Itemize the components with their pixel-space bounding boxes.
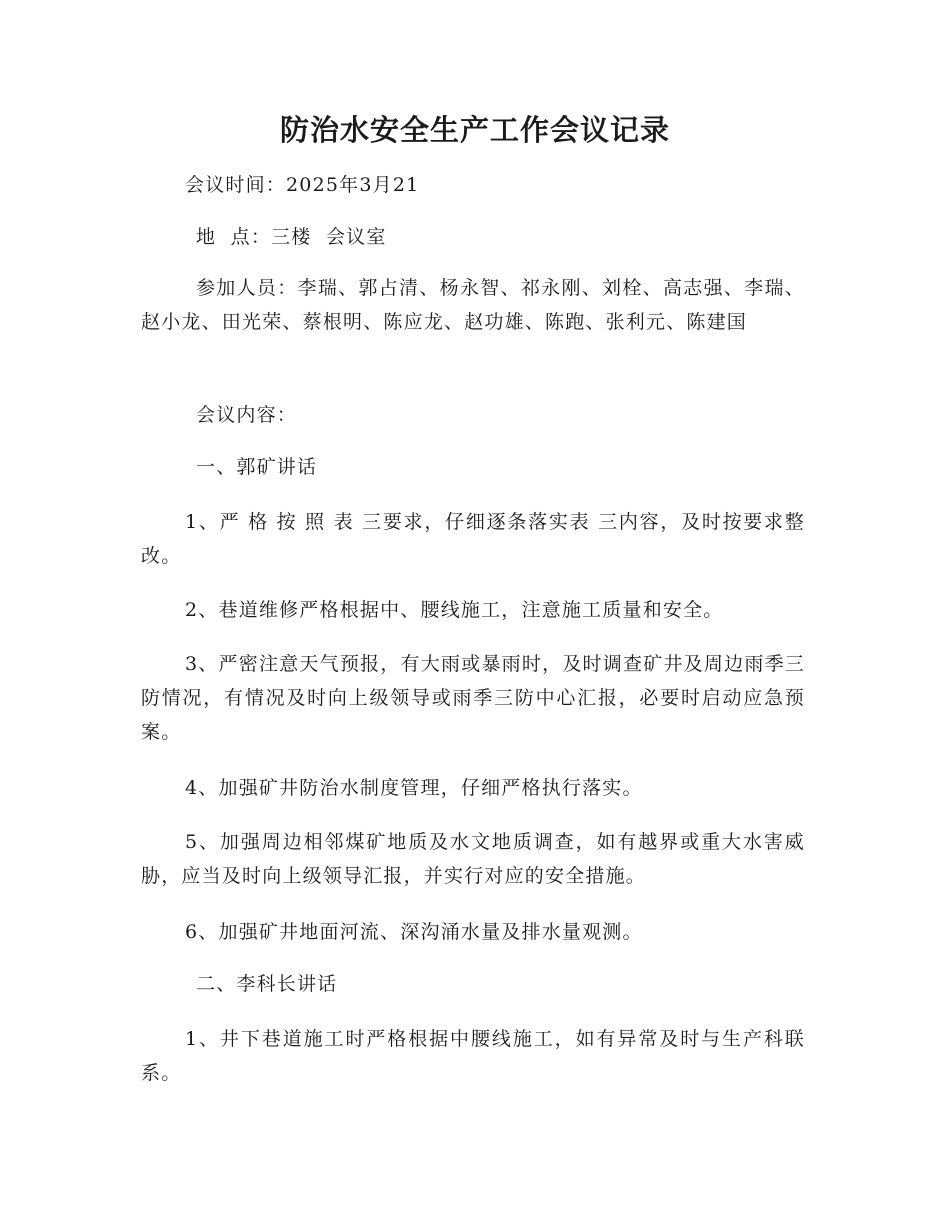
content-label: 会议内容：: [196, 404, 298, 426]
attendees-list: 参加人员：李瑞、郭占清、杨永智、祁永刚、刘栓、高志强、李瑞、赵小龙、田光荣、蔡根明、陈应龙、赵功雄、陈跑、张利元、陈建国: [141, 277, 805, 333]
section-1-item: 1、严 格 按 照 表 三要求，仔细逐条落实表 三内容，及时按要求整改。: [141, 511, 805, 567]
section-heading-1: 一、郭矿讲话: [196, 456, 318, 478]
section-1-item: 6、加强矿井地面河流、深沟涌水量及排水量观测。: [185, 921, 643, 943]
section-1-item: 4、加强矿井防治水制度管理，仔细严格执行落实。: [185, 777, 643, 799]
meeting-location: 地 点：三楼 会议室: [196, 226, 387, 248]
meeting-time: 会议时间：2025年3月21: [185, 174, 420, 196]
section-2-item: 1、井下巷道施工时严格根据中腰线施工，如有异常及时与生产科联系。: [141, 1028, 805, 1084]
section-heading-2: 二、李科长讲话: [196, 973, 338, 995]
page-title: 防治水安全生产工作会议记录: [279, 113, 670, 147]
section-1-item: 2、巷道维修严格根据中、腰线施工，注意施工质量和安全。: [185, 599, 724, 621]
section-1-item: 5、加强周边相邻煤矿地质及水文地质调查，如有越界或重大水害威胁，应当及时向上级领导汇报，并实行对应的安全措施。: [141, 831, 805, 887]
section-1-item: 3、严密注意天气预报，有大雨或暴雨时，及时调查矿井及周边雨季三防情况，有情况及时向上级领导或雨季三防中心汇报，必要时启动应急预案。: [141, 653, 805, 743]
